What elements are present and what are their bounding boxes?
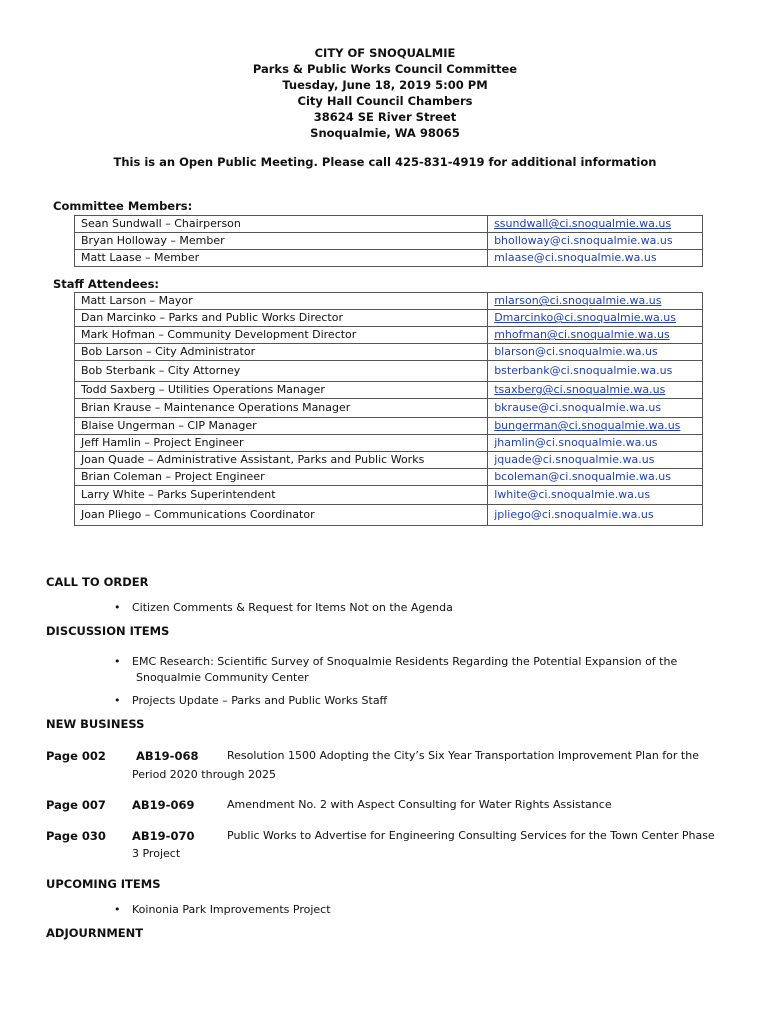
emc-research-item-cont: Snoqualmie Community Center — [136, 671, 309, 684]
member-email-link[interactable]: mlaase@ci.snoqualmie.wa.us — [488, 250, 703, 267]
call-to-order-heading: CALL TO ORDER — [46, 575, 149, 589]
staff-email-link[interactable]: blarson@ci.snoqualmie.wa.us — [488, 344, 703, 361]
agenda-page-number: Page 007 — [46, 798, 106, 812]
staff-name: Joan Pliego – Communications Coordinator — [75, 505, 488, 526]
table-row — [75, 486, 703, 505]
discussion-items-heading: DISCUSSION ITEMS — [46, 624, 170, 638]
agenda-page-number: Page 030 — [46, 829, 106, 843]
staff-name: Blaise Ungerman – CIP Manager — [75, 418, 488, 435]
committee-table — [74, 215, 703, 267]
staff-name: Brian Coleman – Project Engineer — [75, 469, 488, 486]
committee-name: Parks & Public Works Council Committee — [252, 62, 518, 76]
meeting-location: City Hall Council Chambers — [297, 94, 473, 108]
koinonia-park-item: Koinonia Park Improvements Project — [132, 903, 331, 916]
bullet-glyph: • — [114, 694, 121, 707]
table-row — [75, 250, 703, 267]
agenda-item-text-cont: Period 2020 through 2025 — [132, 768, 276, 781]
staff-email-link[interactable]: bcoleman@ci.snoqualmie.wa.us — [488, 469, 703, 486]
member-name: Bryan Holloway – Member — [75, 233, 488, 250]
staff-name: Brian Krause – Maintenance Operations Manager — [75, 399, 488, 418]
bullet-glyph: • — [114, 655, 121, 668]
member-email-link[interactable]: bholloway@ci.snoqualmie.wa.us — [488, 233, 703, 250]
agenda-item-text: Public Works to Advertise for Engineering Consulting Services for the Town Center Phase — [227, 829, 715, 842]
table-row — [75, 382, 703, 399]
staff-name: Bob Sterbank – City Attorney — [75, 361, 488, 382]
staff-email-link[interactable]: mlarson@ci.snoqualmie.wa.us — [488, 293, 703, 310]
staff-name: Todd Saxberg – Utilities Operations Manager — [75, 382, 488, 399]
table-row — [75, 505, 703, 526]
member-name: Sean Sundwall – Chairperson — [75, 216, 488, 233]
open-meeting-notice: This is an Open Public Meeting. Please call 425-831-4919 for additional information — [113, 155, 657, 169]
staff-email-link[interactable]: bsterbank@ci.snoqualmie.wa.us — [488, 361, 703, 382]
agenda-bill-number: AB19-069 — [132, 798, 195, 812]
adjournment-heading: ADJOURNMENT — [46, 926, 144, 940]
staff-table — [74, 292, 703, 526]
staff-email-link[interactable]: jpliego@ci.snoqualmie.wa.us — [488, 505, 703, 526]
staff-name: Dan Marcinko – Parks and Public Works Director — [75, 310, 488, 327]
city-state-zip: Snoqualmie, WA 98065 — [310, 126, 460, 140]
new-business-heading: NEW BUSINESS — [46, 717, 145, 731]
staff-name: Jeff Hamlin – Project Engineer — [75, 435, 488, 452]
table-row — [75, 361, 703, 382]
agenda-item-text: Amendment No. 2 with Aspect Consulting for Water Rights Assistance — [227, 798, 612, 811]
projects-update-item: Projects Update – Parks and Public Works Staff — [132, 694, 388, 707]
table-row — [75, 216, 703, 233]
street-address: 38624 SE River Street — [313, 110, 457, 124]
committee-members-label: Committee Members: — [53, 199, 193, 213]
staff-name: Joan Quade – Administrative Assistant, Parks and Public Works — [75, 452, 488, 469]
staff-email-link[interactable]: mhofman@ci.snoqualmie.wa.us — [488, 327, 703, 344]
agenda-bill-number: AB19-068 — [136, 749, 199, 763]
member-name: Matt Laase – Member — [75, 250, 488, 267]
staff-name: Matt Larson – Mayor — [75, 293, 488, 310]
upcoming-items-heading: UPCOMING ITEMS — [46, 877, 161, 891]
staff-attendees-label: Staff Attendees: — [53, 277, 160, 291]
table-row — [75, 327, 703, 344]
emc-research-item: EMC Research: Scientific Survey of Snoqualmie Residents Regarding the Potential Expansion of the — [132, 655, 678, 668]
table-row — [75, 435, 703, 452]
agenda-item-text-cont: 3 Project — [132, 847, 181, 860]
staff-name: Bob Larson – City Administrator — [75, 344, 488, 361]
staff-email-link[interactable]: bungerman@ci.snoqualmie.wa.us — [488, 418, 703, 435]
staff-email-link[interactable]: bkrause@ci.snoqualmie.wa.us — [488, 399, 703, 418]
agenda-page-number: Page 002 — [46, 749, 106, 763]
bullet-glyph: • — [114, 601, 121, 614]
table-row — [75, 418, 703, 435]
staff-name: Larry White – Parks Superintendent — [75, 486, 488, 505]
table-row — [75, 233, 703, 250]
agenda-item-text: Resolution 1500 Adopting the City’s Six Year Transportation Improvement Plan for the — [227, 749, 699, 762]
member-email-link[interactable]: ssundwall@ci.snoqualmie.wa.us — [488, 216, 703, 233]
citizen-comments-item: Citizen Comments & Request for Items Not on the Agenda — [132, 601, 453, 614]
agenda-bill-number: AB19-070 — [132, 829, 195, 843]
table-row — [75, 452, 703, 469]
staff-email-link[interactable]: tsaxberg@ci.snoqualmie.wa.us — [488, 382, 703, 399]
table-row — [75, 399, 703, 418]
city-name: CITY OF SNOQUALMIE — [314, 46, 456, 60]
table-row — [75, 344, 703, 361]
staff-email-link[interactable]: Dmarcinko@ci.snoqualmie.wa.us — [488, 310, 703, 327]
staff-email-link[interactable]: jhamlin@ci.snoqualmie.wa.us — [488, 435, 703, 452]
table-row — [75, 469, 703, 486]
staff-email-link[interactable]: jquade@ci.snoqualmie.wa.us — [488, 452, 703, 469]
bullet-glyph: • — [114, 903, 121, 916]
staff-name: Mark Hofman – Community Development Director — [75, 327, 488, 344]
table-row — [75, 310, 703, 327]
meeting-date: Tuesday, June 18, 2019 5:00 PM — [282, 78, 488, 92]
table-row — [75, 293, 703, 310]
staff-email-link[interactable]: lwhite@ci.snoqualmie.wa.us — [488, 486, 703, 505]
